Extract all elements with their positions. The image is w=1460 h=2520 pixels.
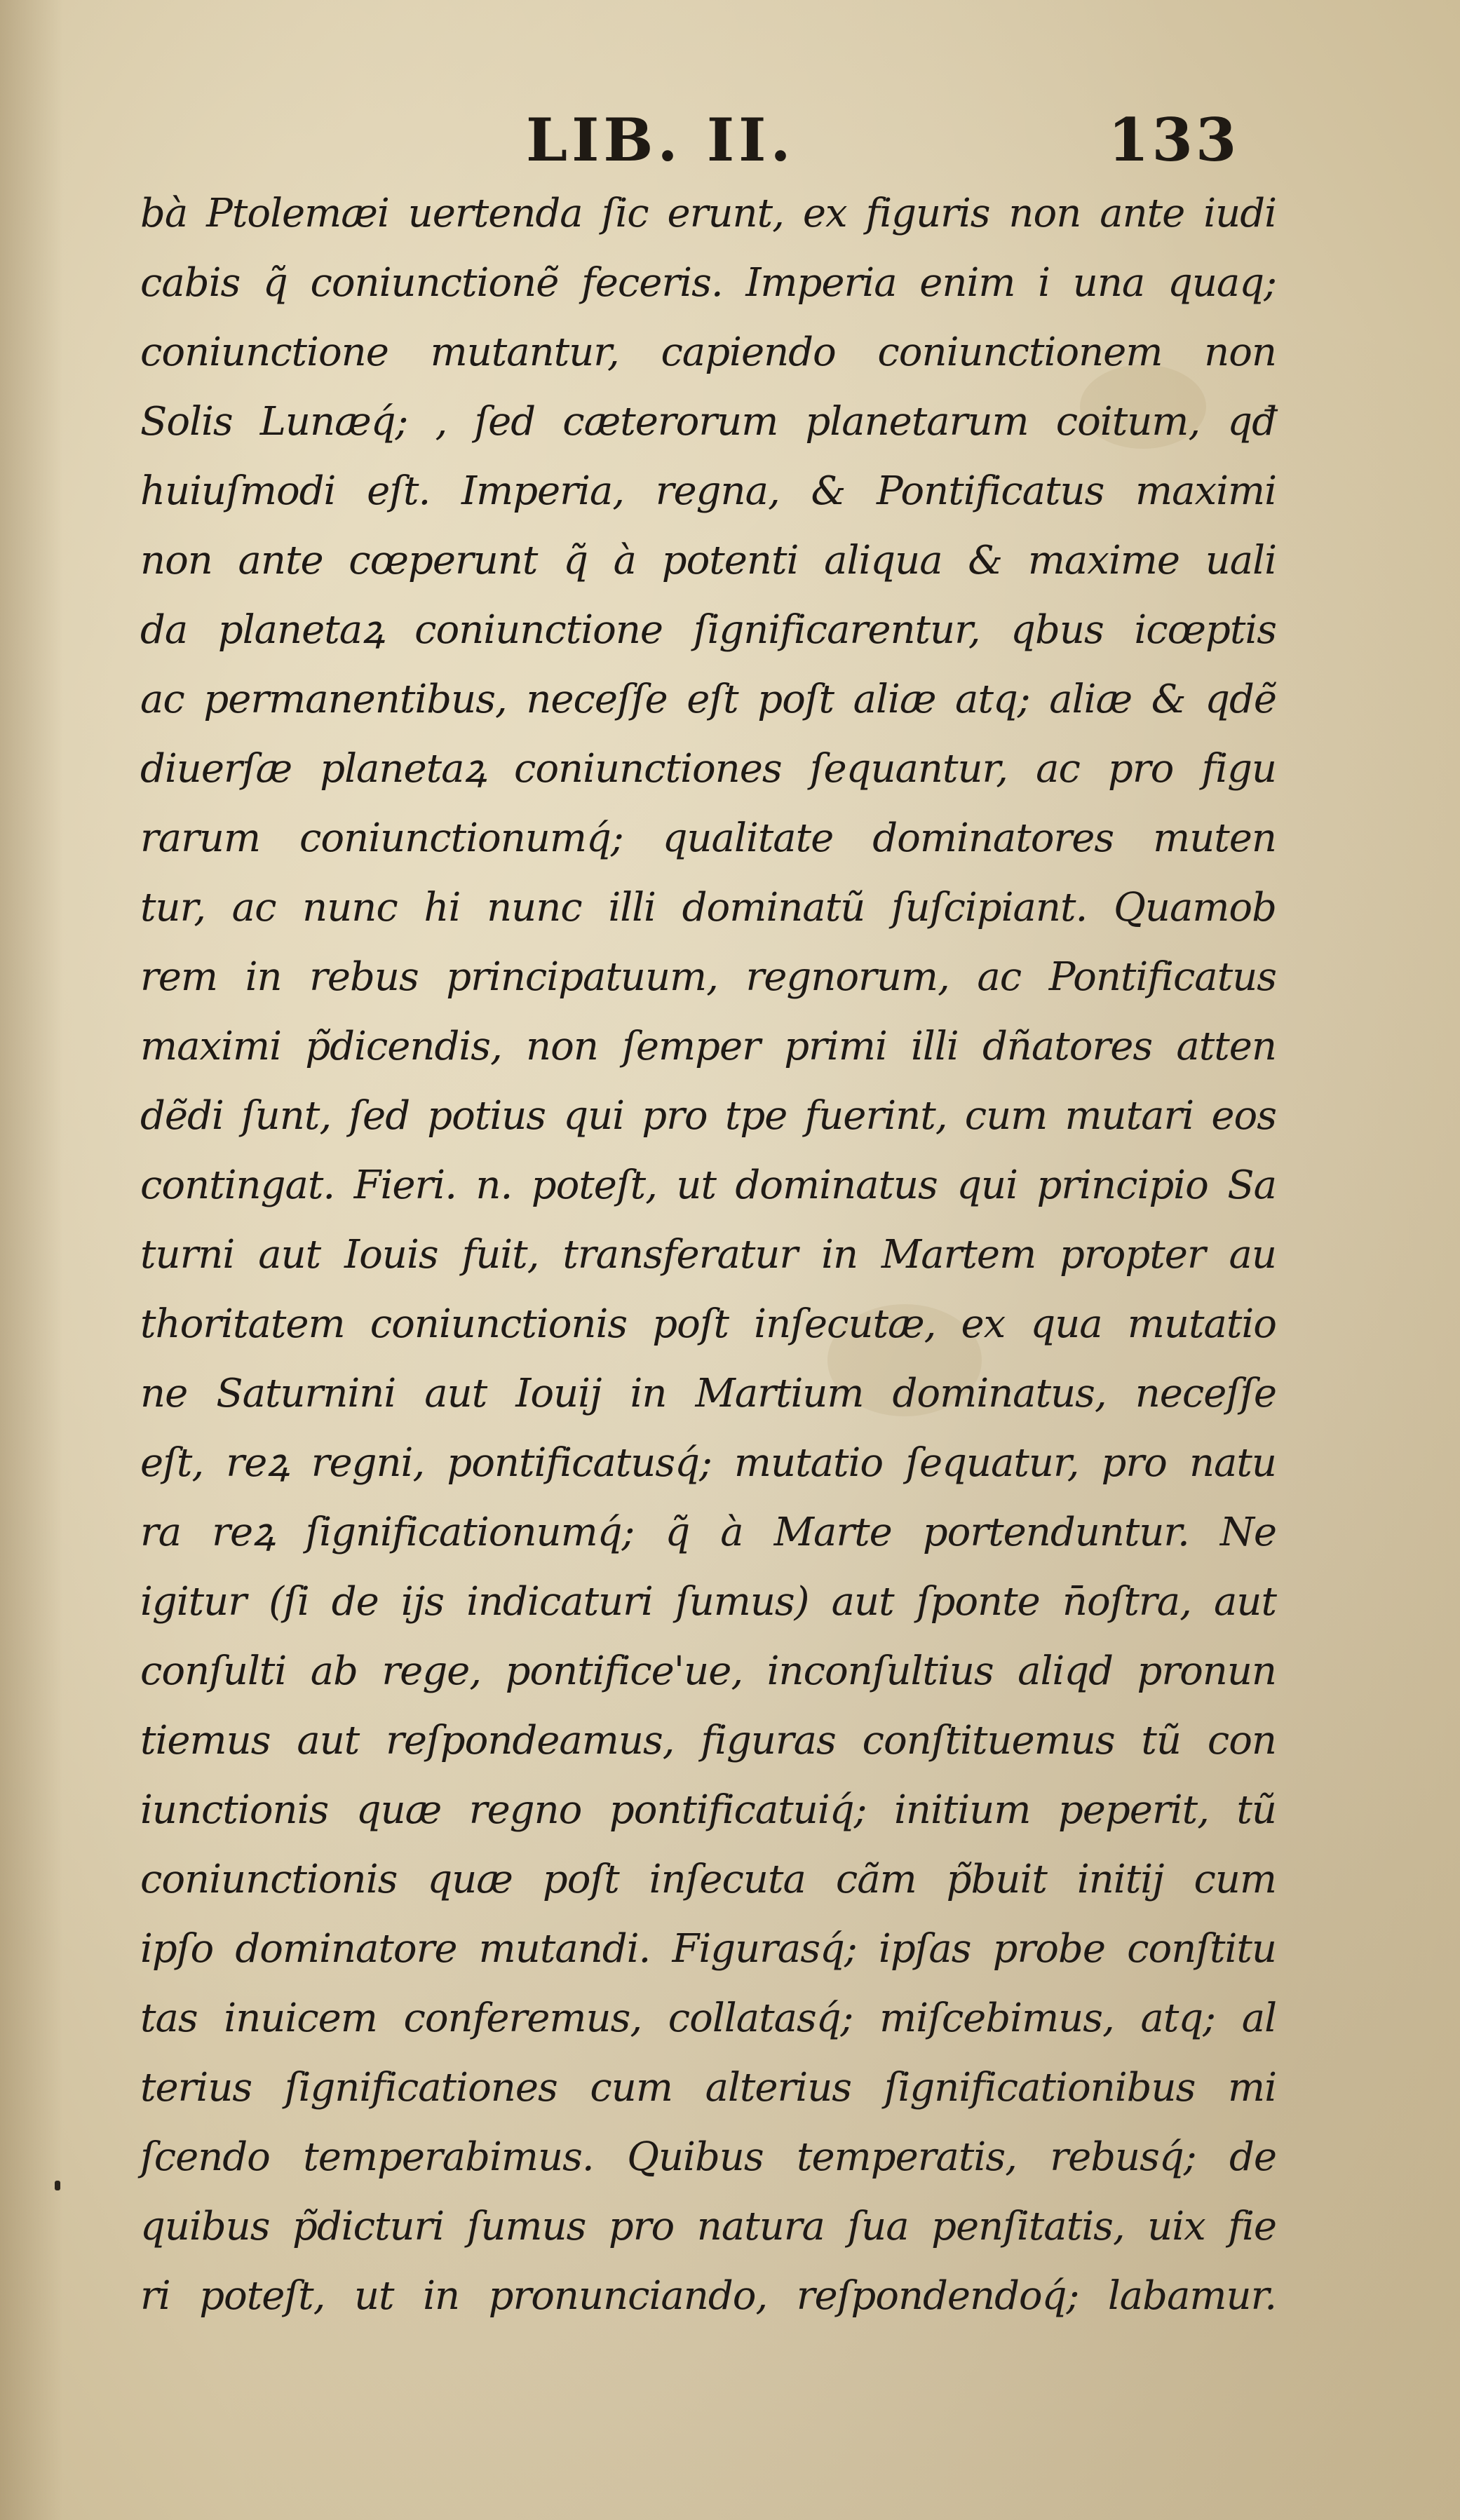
- text-line: tur, ac nunc hi nunc illi dominatũ ſuſcipiant. Quamob: [140, 885, 1276, 930]
- text-line: ra reꝝ ſignificationumq́; q̃ à Marte portenduntur. Ne: [140, 1510, 1276, 1555]
- text-line: igitur (ſi de ijs indicaturi ſumus) aut ſponte n̄oſtra, aut: [140, 1579, 1276, 1625]
- text-line: ac permanentibus, neceſſe eſt poſt aliæ atq; aliæ & qdẽ: [140, 677, 1276, 722]
- running-head: LIB. II.: [526, 105, 795, 175]
- text-line: dẽdi ſunt, ſed potius qui pro tpe fuerint, cum mutari eos: [140, 1093, 1276, 1139]
- text-line: non ante cœperunt q̃ à potenti aliqua & maxime uali: [140, 538, 1276, 583]
- text-line: rem in rebus principatuum, regnorum, ac Pontificatus: [140, 954, 1276, 1000]
- body-text: [140, 179, 1276, 2331]
- text-line: tiemus aut reſpondeamus, figuras conſtituemus tũ con: [140, 1718, 1276, 1763]
- ink-speck: [55, 2181, 60, 2190]
- text-line: rarum coniunctionumq́; qualitate dominatores muten: [140, 815, 1276, 861]
- text-line: ne Saturnini aut Iouij in Martium dominatus, neceſſe: [140, 1371, 1276, 1416]
- text-line: huiuſmodi eſt. Imperia, regna, & Pontificatus maximi: [140, 468, 1276, 514]
- text-line: contingat. Fieri. n. poteſt, ut dominatus qui principio Sa: [140, 1163, 1276, 1208]
- page-header: [0, 105, 1460, 182]
- text-line: maximi p̃dicendis, non ſemper primi illi dñatores atten: [140, 1024, 1276, 1069]
- text-line: diuerſæ planetaꝝ coniunctiones ſequantur, ac pro figu: [140, 746, 1276, 792]
- text-line: ri poteſt, ut in pronunciando, reſpondendoq́; labamur.: [140, 2273, 1276, 2319]
- text-line: quibus p̃dicturi ſumus pro natura ſua penſitatis, uix fie: [140, 2204, 1276, 2249]
- text-line: thoritatem coniunctionis poſt inſecutæ, ex qua mutatio: [140, 1301, 1276, 1347]
- text-line: ſcendo temperabimus. Quibus temperatis, rebusq́; de: [140, 2134, 1276, 2180]
- text-line: cabis q̃ coniunctionẽ feceris. Imperia enim i una quaq;: [140, 260, 1276, 306]
- text-line: Solis Lunæq́; , ſed cæterorum planetarum coitum, qđ: [140, 399, 1276, 445]
- page-number: 133: [1108, 105, 1240, 175]
- text-line: bà Ptolemæi uertenda ſic erunt, ex figuris non ante iudi: [140, 191, 1276, 236]
- text-line: terius ſignificationes cum alterius ſignificationibus mi: [140, 2065, 1276, 2111]
- text-line: turni aut Iouis fuit, transferatur in Martem propter au: [140, 1232, 1276, 1278]
- text-line: conſulti ab rege, pontifice'ue, inconſultius aliqd pronun: [140, 1648, 1276, 1694]
- gutter-shadow: [0, 0, 63, 2520]
- text-line: coniunctionis quæ poſt inſecuta cãm p̃buit initij cum: [140, 1857, 1276, 1902]
- text-line: ipſo dominatore mutandi. Figurasq́; ipſas probe conſtitu: [140, 1926, 1276, 1972]
- text-line: coniunctione mutantur, capiendo coniunctionem non: [140, 330, 1276, 375]
- text-line: iunctionis quæ regno pontificatuiq́; initium peperit, tũ: [140, 1787, 1276, 1833]
- text-line: da planetaꝝ coniunctione ſignificarentur, qbus icœptis: [140, 607, 1276, 653]
- text-line: eſt, reꝝ regni, pontificatusq́; mutatio ſequatur, pro natu: [140, 1440, 1276, 1486]
- text-line: tas inuicem conferemus, collatasq́; miſcebimus, atq; al: [140, 1996, 1276, 2041]
